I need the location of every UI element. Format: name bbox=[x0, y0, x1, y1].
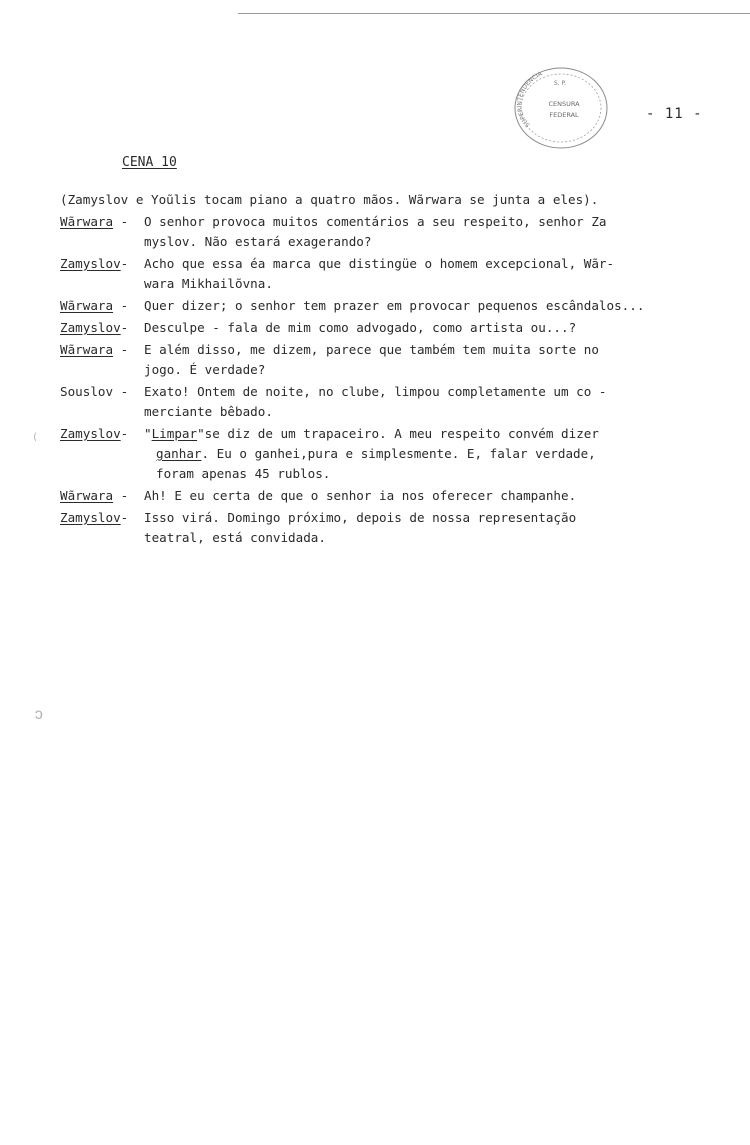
dialogue-line bbox=[60, 254, 750, 294]
dialogue-line bbox=[60, 486, 750, 506]
speech bbox=[144, 318, 750, 338]
speaker bbox=[60, 296, 128, 316]
speaker-separator: - bbox=[120, 510, 129, 525]
margin-mark: ( bbox=[32, 432, 39, 443]
speech-line: myslov. Não estará exagerando? bbox=[144, 234, 372, 249]
speech bbox=[144, 254, 750, 294]
speaker-name: Souslov bbox=[60, 384, 114, 399]
stamp-center-line-2: FEDERAL bbox=[549, 111, 579, 119]
speech bbox=[144, 508, 750, 548]
speaker bbox=[60, 486, 128, 506]
dialogue-line bbox=[60, 340, 750, 380]
speech-line: teatral, está convidada. bbox=[144, 530, 326, 545]
margin-mark: ↄ bbox=[34, 704, 44, 723]
speech-line: Quer dizer; o senhor tem prazer em provocar pequenos escândalos... bbox=[144, 298, 645, 313]
speaker-name: Wãrwara bbox=[60, 214, 114, 229]
dialogue-line bbox=[60, 296, 750, 316]
speech-line bbox=[156, 444, 750, 464]
speech-line: Ah! E eu certa de que o senhor ia nos oferecer champanhe. bbox=[144, 488, 577, 503]
speech-line bbox=[156, 464, 750, 484]
speech bbox=[144, 486, 750, 506]
speech-line: wara Mikhailõvna. bbox=[144, 276, 273, 291]
speaker bbox=[60, 212, 128, 232]
speech-line: Isso virá. Domingo próximo, depois de nossa representação bbox=[144, 510, 577, 525]
speech-text: . Eu o ganhei,pura e simplesmente. E, falar verdade, bbox=[201, 446, 596, 461]
speech-text: "se diz de um trapaceiro. A meu respeito convém dizer bbox=[197, 426, 599, 441]
speaker bbox=[60, 382, 128, 402]
dialogue-line bbox=[60, 318, 750, 338]
speaker-name: Wãrwara bbox=[60, 488, 114, 503]
speech-line bbox=[144, 424, 750, 444]
top-rule bbox=[238, 13, 750, 14]
speaker-separator: - bbox=[120, 256, 129, 271]
page-number: - 11 - bbox=[646, 106, 703, 122]
speaker-name: Zamyslov bbox=[60, 256, 121, 271]
stamp-center-line-1: CENSURA bbox=[548, 100, 580, 108]
speaker bbox=[60, 340, 128, 360]
dialogue-line bbox=[60, 212, 750, 252]
speaker-separator: - bbox=[113, 488, 129, 503]
script-body bbox=[60, 190, 750, 550]
speaker-name: Zamyslov bbox=[60, 426, 121, 441]
speaker-separator: - bbox=[113, 342, 129, 357]
dialogue-line bbox=[60, 508, 750, 548]
speech-line: O senhor provoca muitos comentários a seu respeito, senhor Za bbox=[144, 214, 607, 229]
speech-line: jogo. É verdade? bbox=[144, 362, 266, 377]
speech bbox=[144, 340, 750, 380]
dialogue-line bbox=[60, 382, 750, 422]
speech bbox=[144, 382, 750, 422]
stamp-top-text: S. P. bbox=[553, 80, 567, 87]
stage-direction: (Zamyslov e Yoũlis tocam piano a quatro mãos. Wãrwara se junta a eles). bbox=[60, 192, 599, 207]
speaker-name: Zamyslov bbox=[60, 510, 121, 525]
speech-line: Acho que essa éa marca que distingüe o homem excepcional, Wãr- bbox=[144, 256, 615, 271]
speaker bbox=[60, 318, 128, 338]
speaker bbox=[60, 254, 128, 274]
underlined-word: ganhar bbox=[156, 446, 202, 461]
speaker-name: Wãrwara bbox=[60, 342, 114, 357]
speaker-separator: - bbox=[120, 320, 129, 335]
speaker-name: Wãrwara bbox=[60, 298, 114, 313]
speech bbox=[144, 424, 750, 484]
speaker-separator: - bbox=[120, 426, 129, 441]
speech-line: merciante bêbado. bbox=[144, 404, 273, 419]
speech bbox=[144, 296, 750, 316]
censorship-stamp bbox=[512, 65, 610, 151]
speech-text: foram apenas 45 rublos. bbox=[156, 466, 331, 481]
speech-line: E além disso, me dizem, parece que também tem muita sorte no bbox=[144, 342, 599, 357]
speech-line: Desculpe - fala de mim como advogado, como artista ou...? bbox=[144, 320, 577, 335]
speaker-separator: - bbox=[113, 214, 129, 229]
speech-line: Exato! Ontem de noite, no clube, limpou completamente um co - bbox=[144, 384, 607, 399]
stamp-ring-text: SUPERINTENDENCIA bbox=[516, 70, 544, 129]
speaker bbox=[60, 508, 128, 528]
dialogue-line bbox=[60, 424, 750, 484]
speaker-separator: - bbox=[113, 298, 129, 313]
speaker-name: Zamyslov bbox=[60, 320, 121, 335]
scene-title: CENA 10 bbox=[122, 155, 177, 170]
speech-text: " bbox=[144, 426, 152, 441]
speech bbox=[144, 212, 750, 252]
underlined-word: Limpar bbox=[151, 426, 198, 441]
speaker bbox=[60, 424, 128, 444]
speaker-separator: - bbox=[113, 384, 129, 399]
